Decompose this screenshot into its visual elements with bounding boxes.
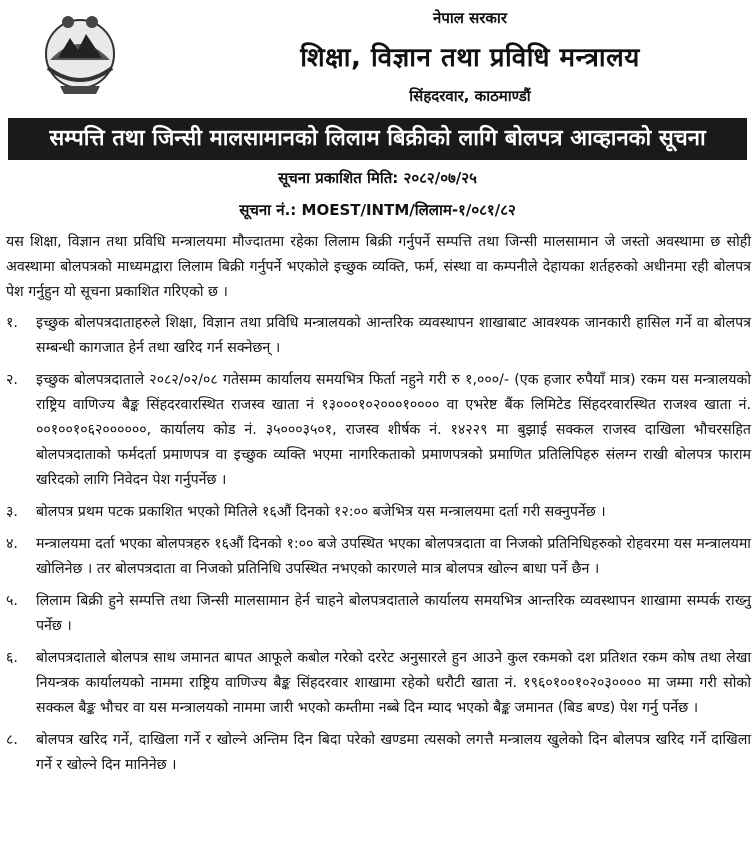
list-item bbox=[6, 500, 751, 525]
item-text: बोलपत्र खरिद गर्ने, दाखिला गर्ने र खोल्ने अन्तिम दिन बिदा परेको खण्डमा त्यसको लगत्तै मन्त्रालय खुलेको दिन बोलपत्र खरिद गर्ने दाखिला गर्ने र खोल्ने दिन मानिनेछ । bbox=[36, 732, 751, 773]
item-text: लिलाम बिक्री हुने सम्पत्ति तथा जिन्सी मालसामान हेर्न चाहने बोलपत्रदाताले कार्यालय समयभित्र आन्तरिक व्यवस्थापन शाखामा सम्पर्क राख्नु पर्नेछ । bbox=[36, 593, 751, 634]
item-number: २. bbox=[6, 372, 18, 388]
intro-paragraph: यस शिक्षा, विज्ञान तथा प्रविधि मन्त्रालयमा मौज्दातमा रहेका लिलाम बिक्री गर्नुपर्ने सम्पत्ति तथा जिन्सी मालसामान जे जस्तो अवस्थामा छ सोही अवस्थामा बोलपत्रको माध्यमद्वारा लिलाम बिक्री गर्नुपर्ने भएकोले इच्छुक व्यक्ति, फर्म, संस्था वा कम्पनीले देहायका शर्तहरुको अधीनमा रही बोलपत्र पेश गर्नुहुन यो सूचना प्रकाशित गरिएको छ । bbox=[6, 234, 751, 300]
item-text: मन्त्रालयमा दर्ता भएका बोलपत्रहरु १६औं दिनको १:०० बजे उपस्थित भएका बोलपत्रदाता वा निजको प्रतिनिधिहरुको रोहवरमा यस मन्त्रालयमा खोलिनेछ । तर बोलपत्रदाता वा निजको प्रतिनिधि उपस्थित नभएको कारणले मात्र बोलपत्र खोल्न बाधा पर्ने छैन । bbox=[36, 536, 751, 577]
ministry-name: शिक्षा, विज्ञान तथा प्रविधि मन्त्रालय bbox=[300, 43, 640, 73]
government-name: नेपाल सरकार bbox=[433, 9, 507, 27]
item-number: ८. bbox=[6, 732, 18, 748]
list-item bbox=[6, 589, 751, 639]
item-text: इच्छुक बोलपत्रदाताहरुले शिक्षा, विज्ञान तथा प्रविधि मन्त्रालयको आन्तरिक व्यवस्थापन शाखाबाट आवश्यक जानकारी हासिल गर्ने वा बोलपत्र सम्बन्धी कागजात हेर्न तथा खरिद गर्न सक्नेछन् । bbox=[36, 315, 751, 356]
item-text: बोलपत्र प्रथम पटक प्रकाशित भएको मितिले १६औं दिनको १२:०० बजेभित्र यस मन्त्रालयमा दर्ता गरी सक्नुपर्नेछ । bbox=[36, 504, 606, 520]
list-item bbox=[6, 728, 751, 778]
nepal-emblem-icon bbox=[40, 8, 120, 96]
list-item bbox=[6, 311, 751, 361]
notice-body bbox=[6, 230, 751, 785]
list-item bbox=[6, 532, 751, 582]
list-item bbox=[6, 368, 751, 493]
item-number: ५. bbox=[6, 593, 18, 609]
item-number: ३. bbox=[6, 504, 18, 520]
notice-reference-number: सूचना नं.: MOEST/INTM/लिलाम-१/०८१/८२ bbox=[239, 201, 516, 219]
item-number: १. bbox=[6, 315, 18, 331]
list-item bbox=[6, 646, 751, 721]
item-number: ४. bbox=[6, 536, 18, 552]
item-number: ६. bbox=[6, 650, 18, 666]
item-text: इच्छुक बोलपत्रदाताले २०८२/०२/०८ गतेसम्म कार्यालय समयभित्र फिर्ता नहुने गरी रु १,०००/- (एक हजार रुपैयाँ मात्र) रकम यस मन्त्रालयको राष्ट्रिय वाणिज्य बैङ्क सिंहदरवारस्थित राजस्व खाता नं १३०००१०२०००१०००० वा एभरेष्ट बैंक लिमिटेड सिंहदरवारस्थित राजश्व खाता नं. ००१००१०६२००००००, कार्यालय कोड नं. ३५०००३५०१, राजस्व शीर्षक नं. १४२२९ मा बुझाई सक्कल राजस्व दाखिला भौचरसहित बोलपत्रदाताको फर्मदर्ता प्रमाणपत्र वा इच्छुक व्यक्ति भएमा नागरिकताको प्रमाणपत्रको प्रमाणित प्रतिलिपिहरु संलग्न राखी बोलपत्र फाराम खरिदको लागि निवेदन पेश गर्नुपर्नेछ । bbox=[36, 372, 751, 488]
published-date: सूचना प्रकाशित मिति: २०८२/०७/२५ bbox=[278, 169, 477, 187]
item-text: बोलपत्रदाताले बोलपत्र साथ जमानत बापत आफूले कबोल गरेको दररेट अनुसारले हुन आउने कुल रकमको दश प्रतिशत रकम कोष तथा लेखा नियन्त्रक कार्यालयको नाममा राष्ट्रिय वाणिज्य बैङ्क सिंहदरवार शाखामा रहेको धरौटी खाता नं. १९६०१००१०२०३०००० मा जम्मा गरी सोको सक्कल बैङ्क भौचर वा यस मन्त्रालयको नाममा जारी भएको कम्तीमा नब्बे दिन म्याद भएको बैङ्क जमानत (बिड बण्ड) पेश गर्नु पर्नेछ । bbox=[36, 650, 751, 716]
notice-title-banner: सम्पत्ति तथा जिन्सी मालसामानको लिलाम बिक्रीको लागि बोलपत्र आव्हानको सूचना bbox=[8, 118, 747, 160]
ministry-address: सिंहदरवार, काठमाण्डौं bbox=[409, 87, 531, 105]
